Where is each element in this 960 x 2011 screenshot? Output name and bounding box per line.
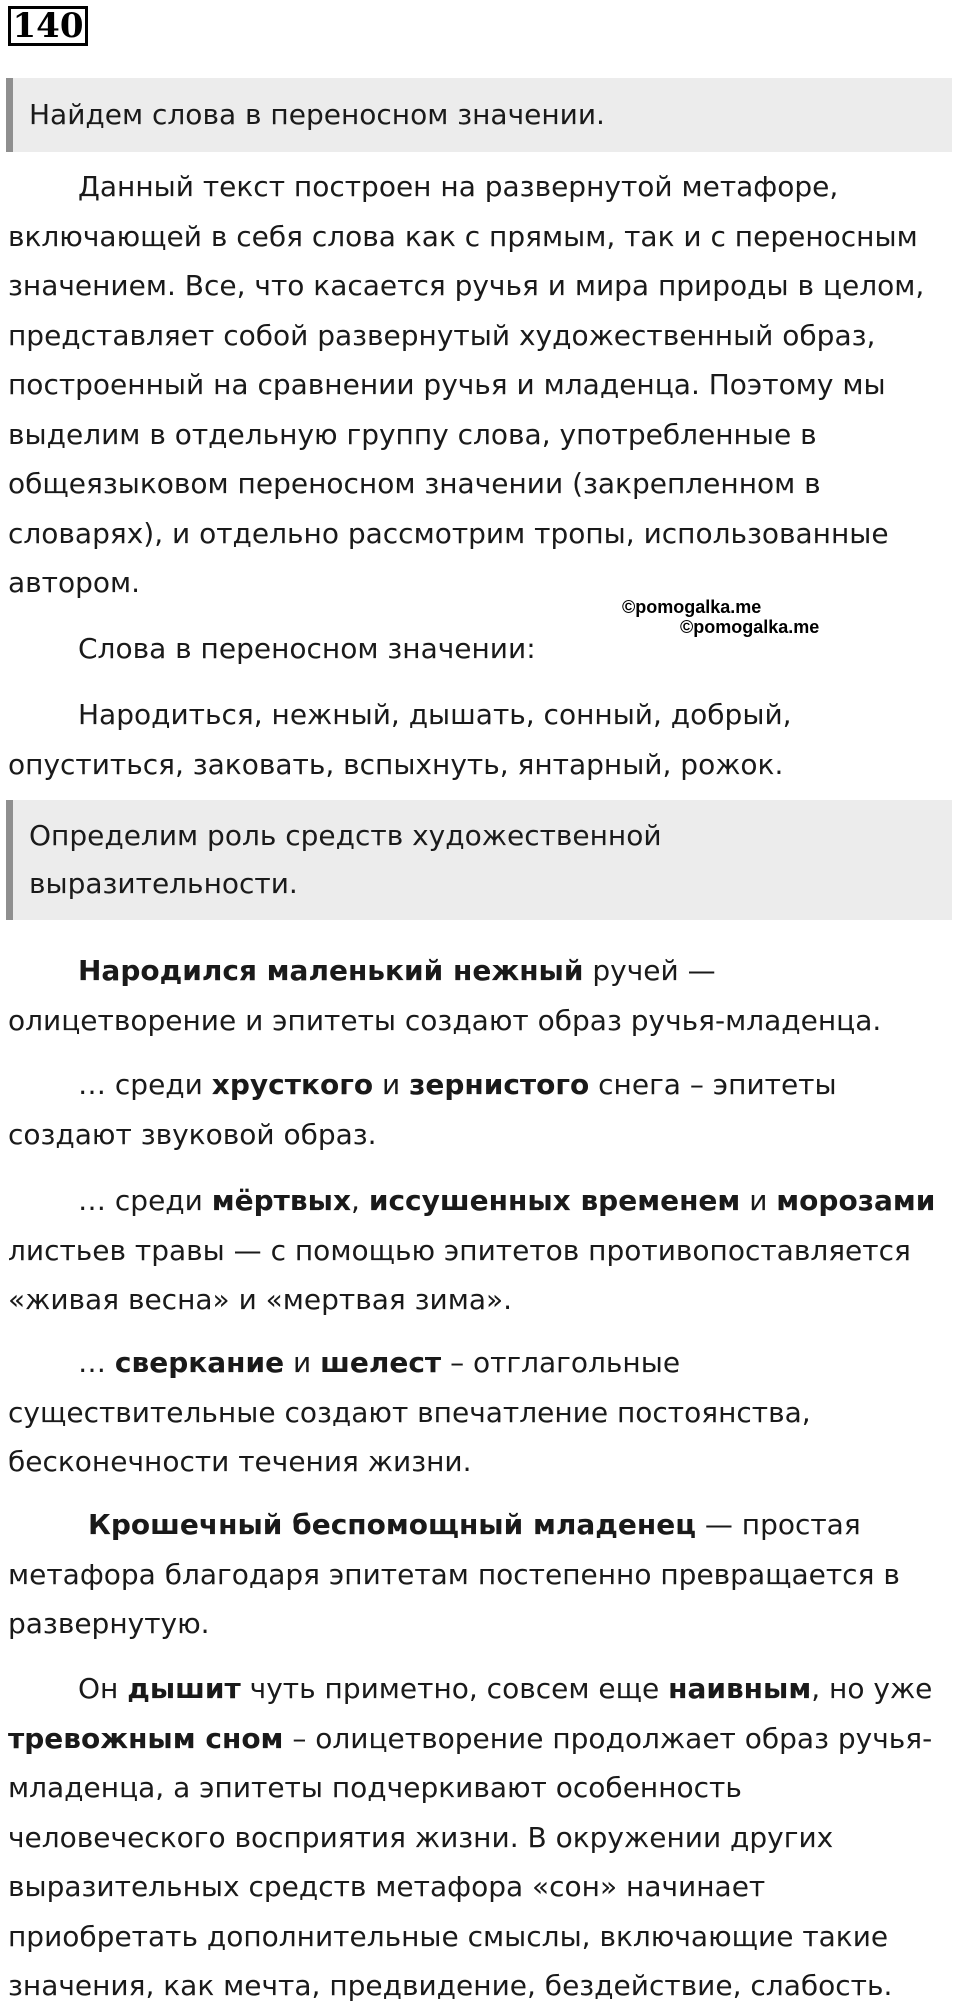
bold-phrase: дышит	[127, 1672, 241, 1705]
bold-phrase: зернистого	[409, 1068, 590, 1101]
plain-text: – олицетворение продолжает образ ручья-младенца, а эпитеты подчеркивают особенность человеческого восприятия жизни. В окружении других выразительных средств метафора «сон» начинает приобретать дополнительные смыслы, включающие такие значения, как мечта, предвидение, бездействие, слабость.	[8, 1721, 933, 2002]
plain-text: ,	[351, 1184, 369, 1217]
bold-phrase: Крошечный беспомощный младенец	[88, 1508, 696, 1541]
analysis-paragraph-6	[8, 1664, 950, 2011]
plain-text: — простая метафора благодаря эпитетам постепенно превращается в развернутую.	[8, 1508, 900, 1640]
plain-text: …	[78, 1346, 115, 1379]
bold-phrase: мёртвых	[211, 1184, 352, 1217]
intro-text: Данный текст построен на развернутой метафоре, включающей в себя слова как с прямым, так и с переносным значением. Все, что касается ручья и мира природы в целом, представляет собой развернутый художественный образ, построенный на сравнении ручья и младенца. Поэтому мы выделим в отдельную группу слова, употребленные в общеязыковом переносном значении (закрепленном в словарях), и отдельно рассмотрим тропы, использованные автором.	[8, 170, 925, 599]
analysis-paragraph-2	[8, 1060, 950, 1159]
bold-phrase: хрусткого	[211, 1068, 374, 1101]
bold-phrase: тревожным сном	[8, 1721, 284, 1755]
plain-text: – отглагольные существительные создают впечатление постоянства, бесконечности течения жизни.	[8, 1346, 811, 1478]
task-number-badge: 140	[8, 6, 88, 46]
analysis-paragraph-3	[8, 1176, 950, 1325]
bold-phrase: наивным	[668, 1672, 812, 1705]
words-list: Народиться, нежный, дышать, сонный, добрый, опуститься, заковать, вспыхнуть, янтарный, рожок.	[8, 698, 792, 781]
bold-phrase: сверкание	[114, 1346, 285, 1379]
intro-paragraph	[8, 162, 950, 608]
plain-text: … среди	[78, 1184, 212, 1217]
words-label: Слова в переносном значении:	[78, 632, 536, 665]
plain-text: и	[284, 1346, 321, 1379]
plain-text: , но уже	[811, 1672, 933, 1705]
analysis-paragraph-1	[8, 946, 950, 1045]
watermark-1: ©pomogalka.me	[622, 597, 762, 617]
plain-text: ручей — олицетворение и эпитеты создают образ ручья-младенца.	[8, 954, 882, 1037]
plain-text: Он	[78, 1672, 128, 1705]
bold-phrase: Народился маленький нежный	[78, 954, 584, 987]
plain-text: и	[740, 1184, 777, 1217]
analysis-paragraph-4	[8, 1338, 950, 1487]
section-heading-figurative-words: Найдем слова в переносном значении.	[6, 78, 952, 152]
bold-phrase: иссушенных временем	[368, 1184, 741, 1217]
plain-text: снега – эпитеты создают звуковой образ.	[8, 1068, 837, 1151]
analysis-paragraph-5	[8, 1500, 950, 1649]
words-list-paragraph	[8, 690, 950, 789]
watermark-2: ©pomogalka.me	[680, 617, 820, 637]
bold-phrase: шелест	[320, 1346, 442, 1379]
plain-text: и	[373, 1068, 410, 1101]
plain-text: … среди	[78, 1068, 212, 1101]
section-heading-expressive-means: Определим роль средств художественной выразительности.	[6, 800, 952, 920]
plain-text: листьев травы — с помощью эпитетов противопоставляется «живая весна» и «мертвая зима».	[8, 1233, 911, 1316]
words-label-paragraph	[8, 624, 950, 674]
bold-phrase: морозами	[776, 1184, 936, 1217]
plain-text: чуть приметно, совсем еще	[240, 1672, 669, 1705]
